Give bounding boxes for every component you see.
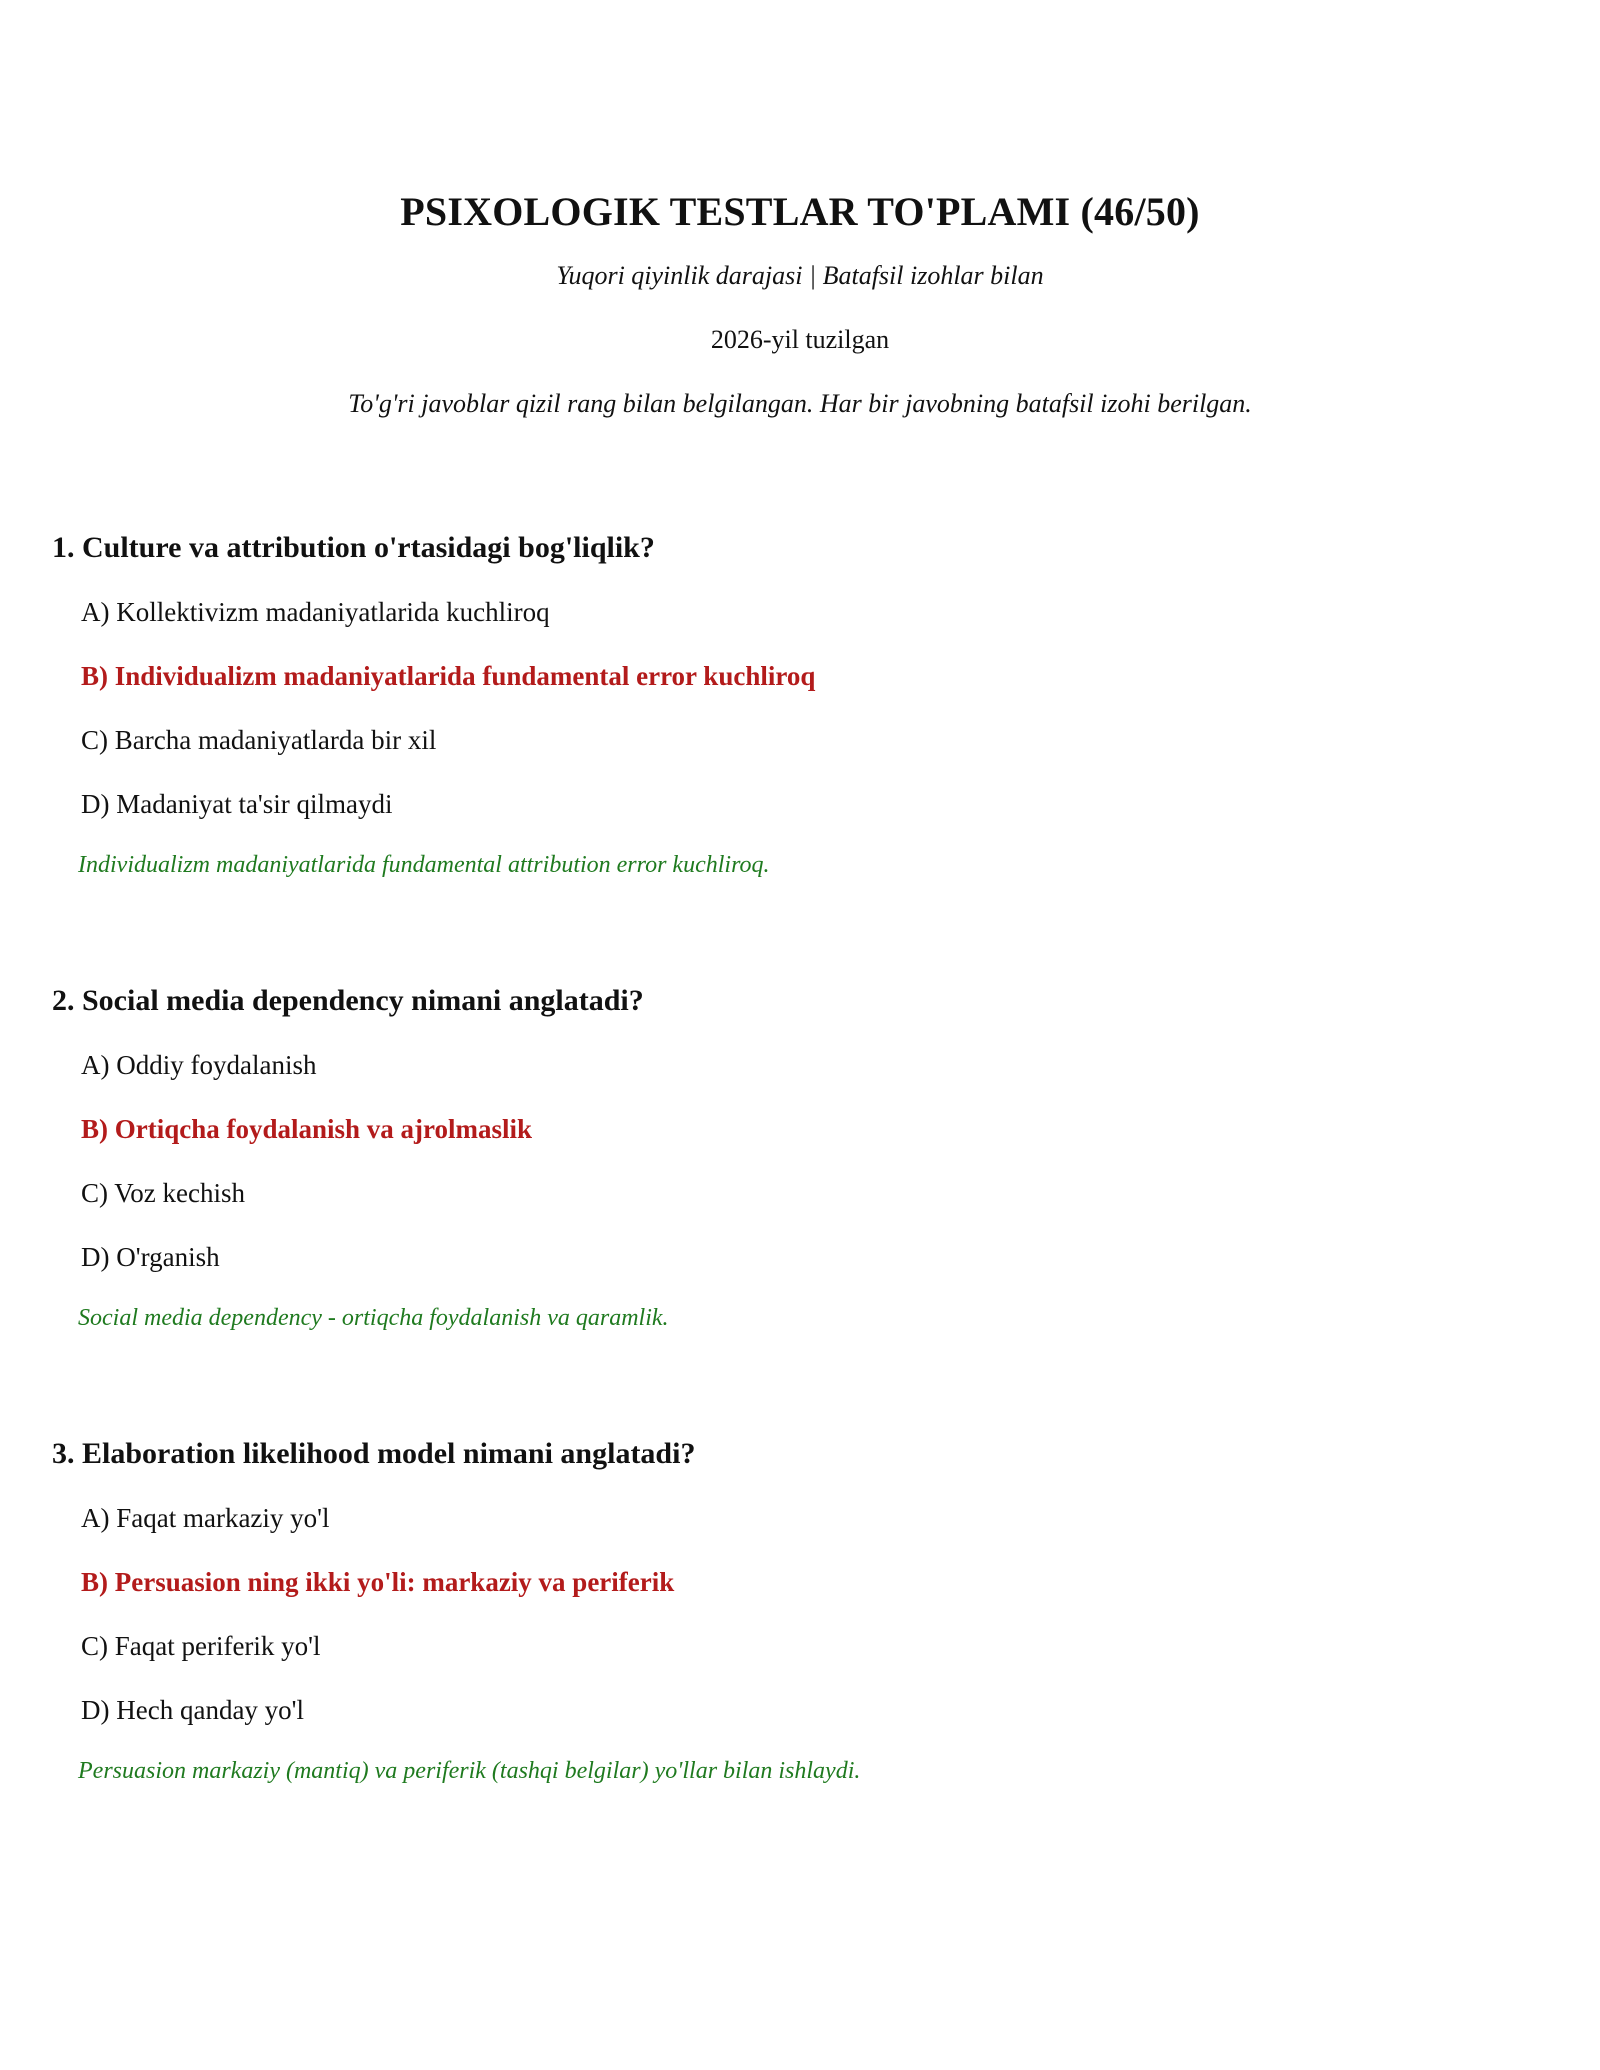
option-b-correct: B) Individualizm madaniyatlarida fundamental error kuchliroq [81,661,816,691]
answer-explanation: Persuasion markaziy (mantiq) va periferik (tashqi belgilar) yo'llar bilan ishlaydi. [78,1758,861,1784]
question-text: 1. Culture va attribution o'rtasidagi bog'liqlik? [52,531,655,564]
page-subtitle: Yuqori qiyinlik darajasi | Batafsil izohlar bilan [556,261,1044,290]
option-a: A) Kollektivizm madaniyatlarida kuchliroq [81,597,550,627]
option-b-correct: B) Ortiqcha foydalanish va ajrolmaslik [81,1114,533,1144]
question-2 [52,981,1552,1335]
page-title: PSIXOLOGIK TESTLAR TO'PLAMI (46/50) [400,189,1200,234]
option-d: D) Hech qanday yo'l [81,1695,305,1725]
answer-options [52,1047,1552,1275]
question-3 [52,1434,1552,1788]
legend-note: To'g'ri javoblar qizil rang bilan belgilangan. Har bir javobning batafsil izohi berilgan. [348,389,1252,418]
question-1 [52,528,1552,882]
option-c: C) Barcha madaniyatlarda bir xil [81,725,437,755]
answer-explanation: Individualizm madaniyatlarida fundamental attribution error kuchliroq. [78,852,770,878]
question-text: 2. Social media dependency nimani anglatadi? [52,984,644,1017]
option-d: D) Madaniyat ta'sir qilmaydi [81,789,393,819]
option-d: D) O'rganish [81,1242,220,1272]
question-text: 3. Elaboration likelihood model nimani anglatadi? [52,1437,696,1470]
option-c: C) Faqat periferik yo'l [81,1631,321,1661]
answer-explanation: Social media dependency - ortiqcha foydalanish va qaramlik. [78,1305,669,1331]
compiled-date: 2026-yil tuzilgan [710,325,890,354]
option-b-correct: B) Persuasion ning ikki yo'li: markaziy va periferik [81,1567,675,1597]
option-a: A) Faqat markaziy yo'l [81,1503,330,1533]
document-header [0,186,1600,422]
answer-options [52,1500,1552,1728]
option-c: C) Voz kechish [81,1178,245,1208]
option-a: A) Oddiy foydalanish [81,1050,317,1080]
answer-options [52,594,1552,822]
